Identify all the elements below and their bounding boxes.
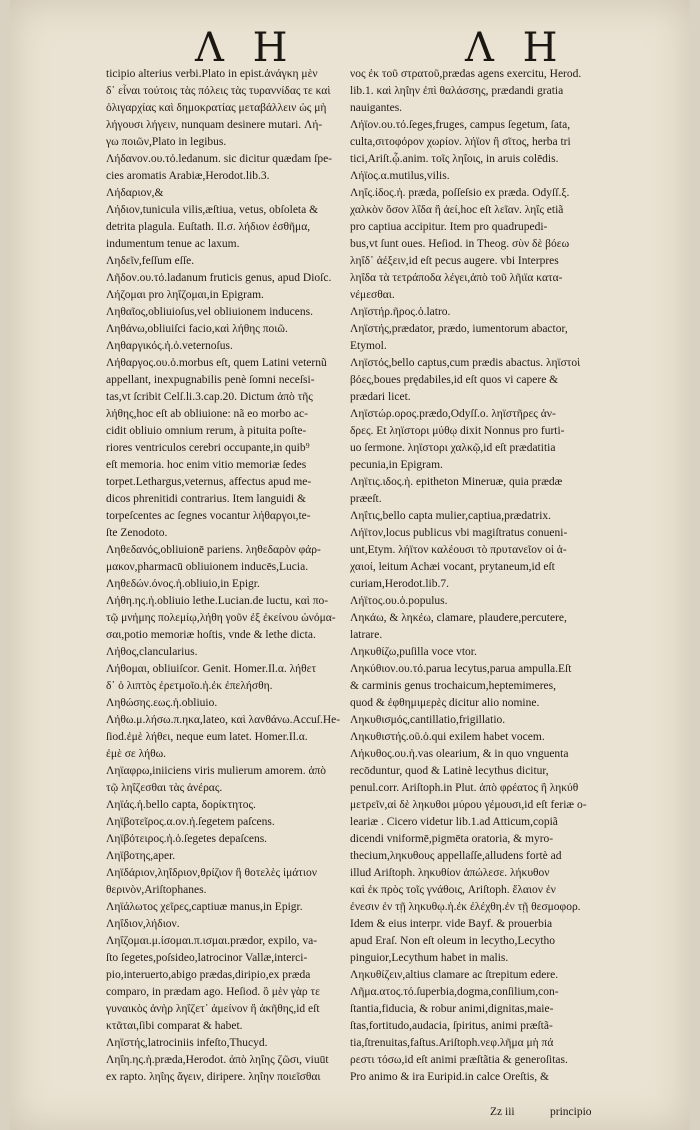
text-line: Ληϊδάριον,ληΐδριον,θρίζιον ἢ θοτελὲς ἱμάτιον (106, 867, 317, 879)
text-line: Λῆδον.ου.τό.ladanum fruticis genus, apud Dioſc. (106, 272, 332, 284)
text-line: γυναικὸς ἀνὴρ ληΐζετ᾽ ἀμείνον ἢ ἀκῆθης,id eſt (106, 1003, 320, 1015)
text-line: νος ἐκ τοῦ στρατοῦ,prædas agens exercitu, Herod. (350, 68, 582, 80)
text-line: ſtantia,fiducia, & robur animi,dignitas,maie- (350, 1003, 554, 1015)
text-line: curiam,Herodot.lib.7. (350, 578, 450, 590)
text-line: γω ποιῶν,Plato in legibus. (106, 136, 227, 148)
text-line: dicos phrenitidi contrarius. Item languidi & (106, 493, 306, 505)
text-line: quod & ἐφθημιμερὲς dicitur alio nomine. (350, 697, 540, 709)
text-line: Ληϊτις.ιδος.ἡ. epitheton Mineruæ, quia prædæ (350, 476, 563, 488)
text-line: Ληκύθιον.ου.τό.parua lecytus,parua ampulla.Eſt (350, 663, 572, 675)
text-line: Ληδεῖν,feſſum eſſe. (106, 255, 195, 267)
text-line: thecium,ληκυθους appellaſſe,alludens fortè ad (350, 850, 562, 862)
text-line: Ληΐδιον,λήδιον. (106, 918, 180, 930)
text-line: Ληθώσης.εως.ἡ.obliuio. (106, 697, 218, 709)
text-line: Λήδανον.ου.τό.ledanum. sic dicitur quædam ſpe- (106, 153, 333, 165)
text-line: Ληκυθιστής.οῦ.ὁ.qui exilem habet vocem. (350, 731, 545, 743)
text-line: Λήθος,clancularius. (106, 646, 198, 658)
left-column (106, 66, 370, 1086)
text-line: Ληθαῖος,obliuioſus,vel obliuionem inducens. (106, 306, 313, 318)
text-line: Ληϊβοτης,aper. (106, 850, 176, 862)
text-line: pinguior,Lecythum habet in malis. (350, 952, 509, 964)
text-line: Λήθομαι, obliuiſcor. Genit. Homer.Il.α. λήθετ (106, 663, 317, 675)
text-line: Λήζομαι pro ληΐζομαι,in Epigram. (106, 289, 264, 301)
running-head-right: Λ Η (465, 25, 566, 71)
text-line: Idem & eius interpr. vide Bayf. & prouerbia (350, 918, 553, 930)
text-line: λήγουσι λήγειν, nunquam desinere mutari. Λή- (106, 119, 323, 131)
text-line: appellant, inexpugnabilis penè ſomni neceſsi- (106, 374, 315, 386)
right-column (350, 66, 620, 1086)
text-line: cidit obliuio omnium rerum, à pituita poſte- (106, 425, 307, 437)
text-line: Ληθάνω,obliuiſci facio,καὶ λήθης ποιῶ. (106, 323, 288, 335)
text-line: ληΐδα τὰ τετράποδα λέγει,ἀπὸ τοῦ λῆιϊα κατα- (350, 272, 563, 284)
book-page (10, 0, 690, 1130)
text-line: Λήθω.μ.λήσω.π.ηκα,lateo, καὶ λανθάνω.Accuſ.He- (106, 714, 341, 726)
text-line: Pro animo & ira Euripid.in calce Oreſtis, & (350, 1071, 549, 1083)
text-line: Ληθεδανός,obliuionē pariens. ληθεδαρὸν φάρ- (106, 544, 321, 556)
text-line: præeſt. (350, 493, 382, 505)
text-line: δ᾽ εἶναι τούτοις τὰς πόλεις τὰς τυραννίδας τε καὶ (106, 85, 331, 97)
text-line: eſt memoria. hoc enim vitio memoriæ ſedes (106, 459, 307, 471)
text-line: prædari licet. (350, 391, 411, 403)
text-line: Λήϊον.ου.τό.ſeges,fruges, campus ſegetum, ſata, (350, 119, 571, 131)
text-line: κτᾶται,ſibi comparat & habet. (106, 1020, 243, 1032)
text-line: & carminis genus trochaicum,heptemimeres, (350, 680, 556, 692)
text-line: τῷ μνήμης πολεμίῳ,λήθη γοῦν ἐξ ἐκείνου ὠνόμα- (106, 612, 336, 624)
text-line: torpeſcentes ac ſegnes vocantur λήθαργοι,te- (106, 510, 311, 522)
text-line: bus,vt ſunt oues. Heſiod. in Theog. σὺν δὲ βόεω (350, 238, 570, 250)
text-line: ἐμὲ σε λήθω. (106, 748, 167, 760)
text-line: Ληϊστήρ.ῆρος.ὁ.latro. (350, 306, 451, 318)
text-line: δ᾽ ὁ λιπτὸς ἐρετμοῖο.ἡ.ἐκ ἐπελήσθη. (106, 680, 273, 692)
text-line: χαλκὸν ὅσον λΐδα ἢ ἀεί,hoc eſt λεῖαν. ληΐς etiã (350, 204, 564, 216)
text-line: λήθης,hoc eſt ab obliuione: nã eo morbo ac- (106, 408, 308, 420)
text-line: Ληΐτις,bello capta mulier,captiua,prædatrix. (350, 510, 552, 522)
text-line: culta,σιτοφόρον χωρίον. λήϊον ἢ σῖτος, herba tri (350, 136, 571, 148)
text-line: μακον,pharmacū obliuionem inducēs,Lucia. (106, 561, 309, 573)
text-line: Ληθεδών.όνος.ἡ.obliuio,in Epigr. (106, 578, 260, 590)
text-line: χαιοί, leitum Achæi vocant, prytaneum,id eſt (350, 561, 555, 573)
running-head-left: Λ Η (195, 25, 296, 71)
text-line: Λήϊος.α.mutilus,vilis. (350, 170, 450, 182)
text-line: Ληΐζομαι.μ.ίσομαι.π.ισμαι.prædor, expilo, va- (106, 935, 318, 947)
text-line: recōduntur, quod & Latinè lecythus dicitur, (350, 765, 549, 777)
text-line: indumentum tenue ac laxum. (106, 238, 240, 250)
signature-mark: Zz iii (490, 1106, 515, 1118)
text-line: Ληΐς.ίδος.ἡ. præda, poſſeſsio ex præda. Odyſſ.ξ. (350, 187, 570, 199)
text-line: Ληϊάλωτος χεῖρες,captiuæ manus,in Epigr. (106, 901, 303, 913)
text-line: Ληΐη.ης.ἡ.præda,Herodot. ἀπὸ ληΐης ζῶσι, viuūt (106, 1054, 329, 1066)
text-line: dicendi vniformē,pigmēta oratoria, & myro- (350, 833, 554, 845)
text-line: pro captiua accipitur. Item pro quadrupedi- (350, 221, 548, 233)
text-line: Ληκυθίζω,puſilla voce vtor. (350, 646, 477, 658)
text-line: ſiod.ἐμὲ λήθει, neque eum latet. Homer.Il.α. (106, 731, 308, 743)
text-line: Ληϊάς.ἡ.bello capta, δορίκτητος. (106, 799, 256, 811)
text-line: pecunia,in Epigram. (350, 459, 443, 471)
text-line: σαι,potio memoriæ hoſtis, vnde & lethe dicta. (106, 629, 316, 641)
text-line: τῷ ληΐζεσθαι τὰς ἀνέρας. (106, 782, 223, 794)
text-line: tia,ſtrenuitas,faſtus.Ariſtoph.νεφ.λῆμα μὴ πά (350, 1037, 554, 1049)
catchword: principio (550, 1106, 592, 1118)
text-line: Λήδιον,tunicula vilis,æſtiua, vetus, obſoleta & (106, 204, 319, 216)
text-line: Ληϊβότειρος.ἡ.ὁ.ſegetes depaſcens. (106, 833, 268, 845)
text-line: ρεστι τόσω,id eſt animi præſtãtia & generoſitas. (350, 1054, 568, 1066)
text-line: torpet.Lethargus,veternus, affectus apud me- (106, 476, 312, 488)
text-line: latrare. (350, 629, 383, 641)
text-line: Etymol. (350, 340, 387, 352)
text-line: Ληκυθισμός,cantillatio,frigillatio. (350, 714, 506, 726)
text-line: Λήϊτον,locus publicus vbi magiſtratus conueni- (350, 527, 568, 539)
text-line: Ληκάω, & ληκέω, clamare, plaudere,percutere, (350, 612, 567, 624)
text-line: Λήκυθος.ου.ἡ.vas olearium, & in quo vnguenta (350, 748, 569, 760)
text-line: ſtas,fortitudo,audacia, ſpiritus, animi præſtã- (350, 1020, 553, 1032)
text-line: Λήθη.ης.ἡ.obliuio lethe.Lucian.de luctu, καὶ πο- (106, 595, 329, 607)
text-line: καὶ ἐκ πρὸς τοῖς γνάθοις, Ariſtoph. ἔλαιον ἐν (350, 884, 556, 896)
text-line: cies aromatis Arabiæ,Herodot.lib.3. (106, 170, 270, 182)
text-line: Ληϊστής,prædator, prædo, iumentorum abactor, (350, 323, 568, 335)
text-line: δρες. Et ληϊστορι μύθῳ dixit Nonnus pro furti- (350, 425, 565, 437)
text-line: lib.1. καὶ ληΐην ἐπὶ θαλάσσης, prædandi gratia (350, 85, 564, 97)
text-line: ſto ſegetes,poſsideo,latrocinor Vallæ,interci- (106, 952, 308, 964)
text-line: riores ventriculos cerebri occupante,in quib⁹ (106, 442, 310, 454)
text-line: leariæ . Cicero videtur lib.1.ad Atticum,copiã (350, 816, 558, 828)
text-line: penul.corr. Ariſtoph.in Plut. ἀπὸ φρέατος ἢ ληκύθ (350, 782, 579, 794)
text-line: ἐνεσιν ἐν τῇ ληκυθῳ.ἡ.ἐκ ἐλέχθη.ἐν τῇ θεσμοφορ. (350, 901, 581, 913)
text-line: ticipio alterius verbi.Plato in epist.ἀνάγκη μὲν (106, 68, 318, 80)
text-line: illud Ariſtoph. ληκυθίον ἀπώλεσε. λήκυθον (350, 867, 550, 879)
text-line: apud Eraſ. Non eſt oleum in lecytho,Lecytho (350, 935, 556, 947)
text-line: unt,Etym. λήϊτον καλέουσι τὸ πρυτανεῖον οἱ ἀ- (350, 544, 567, 556)
text-line: comparo, in prædam ago. Heſiod. ὃ μὲν γὰρ τε (106, 986, 320, 998)
text-line: tici,Ariſt.ᾧ.anim. τοῖς ληΐοις, in aruis colēdis. (350, 153, 559, 165)
text-line: ὀλιγαρχίας καὶ δημοκρατίας μεταβάλλειν ὡς μὴ (106, 102, 327, 114)
text-line: Ληϊστής,latrociniis infeſto,Thucyd. (106, 1037, 268, 1049)
text-line: ληΐδ᾽ ἀέξειν,id eſt pecus augere. vbi Interpres (350, 255, 559, 267)
text-line: Λήδαριον,& (106, 187, 164, 199)
text-line: detrita plagula. Euſtath. Il.σ. λήδιον ἐσθῆμα, (106, 221, 311, 233)
text-line: Λήϊτος.ου.ὁ.populus. (350, 595, 448, 607)
text-line: ex rapto. ληΐης ἄγειν, diripere. ληΐην ποιεῖσθαι (106, 1071, 321, 1083)
text-line: Ληϊβοτεῖρος.α.ον.ἡ.ſegetem paſcens. (106, 816, 275, 828)
text-line: Ληϊστός,bello captus,cum prædis abactus. ληϊστοὶ (350, 357, 581, 369)
text-line: Ληθαργικός.ἡ.ὁ.veternoſus. (106, 340, 233, 352)
text-line: uo ſermone. ληϊστορι χαλκῷ,id eſt prædatitia (350, 442, 556, 454)
text-line: ſte Zenodoto. (106, 527, 168, 539)
text-line: Λῆμα.ατος.τό.ſuperbia,dogma,conſilium,con- (350, 986, 559, 998)
text-line: Ληϊαφρω,iniiciens viris mulierum amorem. ἀπὸ (106, 765, 327, 777)
text-line: νέμεσθαι. (350, 289, 395, 301)
text-line: μετρεῖν,αἱ δὲ ληκυθοι μύρου γέμουσι,id eſt feriæ o- (350, 799, 587, 811)
text-line: pio,interuerto,abigo prædas,diripio,ex præda (106, 969, 311, 981)
text-line: tas,vt ſcribit Celſ.li.3.cap.20. Dictum ἀπὸ τῆς (106, 391, 313, 403)
text-line: θερινὸν,Ariſtophanes. (106, 884, 207, 896)
text-line: Λήθαργος.ου.ὁ.morbus eſt, quem Latini veternũ (106, 357, 327, 369)
text-line: Ληϊστώρ.ορος.prædo,Odyſſ.ο. ληϊστῆρες ἀν- (350, 408, 556, 420)
text-line: βόες,boues prędabiles,id eſt quos vi capere & (350, 374, 559, 386)
text-line: nauigantes. (350, 102, 403, 114)
text-line: Ληκυθίζειν,altius clamare ac ſtrepitum edere. (350, 969, 559, 981)
